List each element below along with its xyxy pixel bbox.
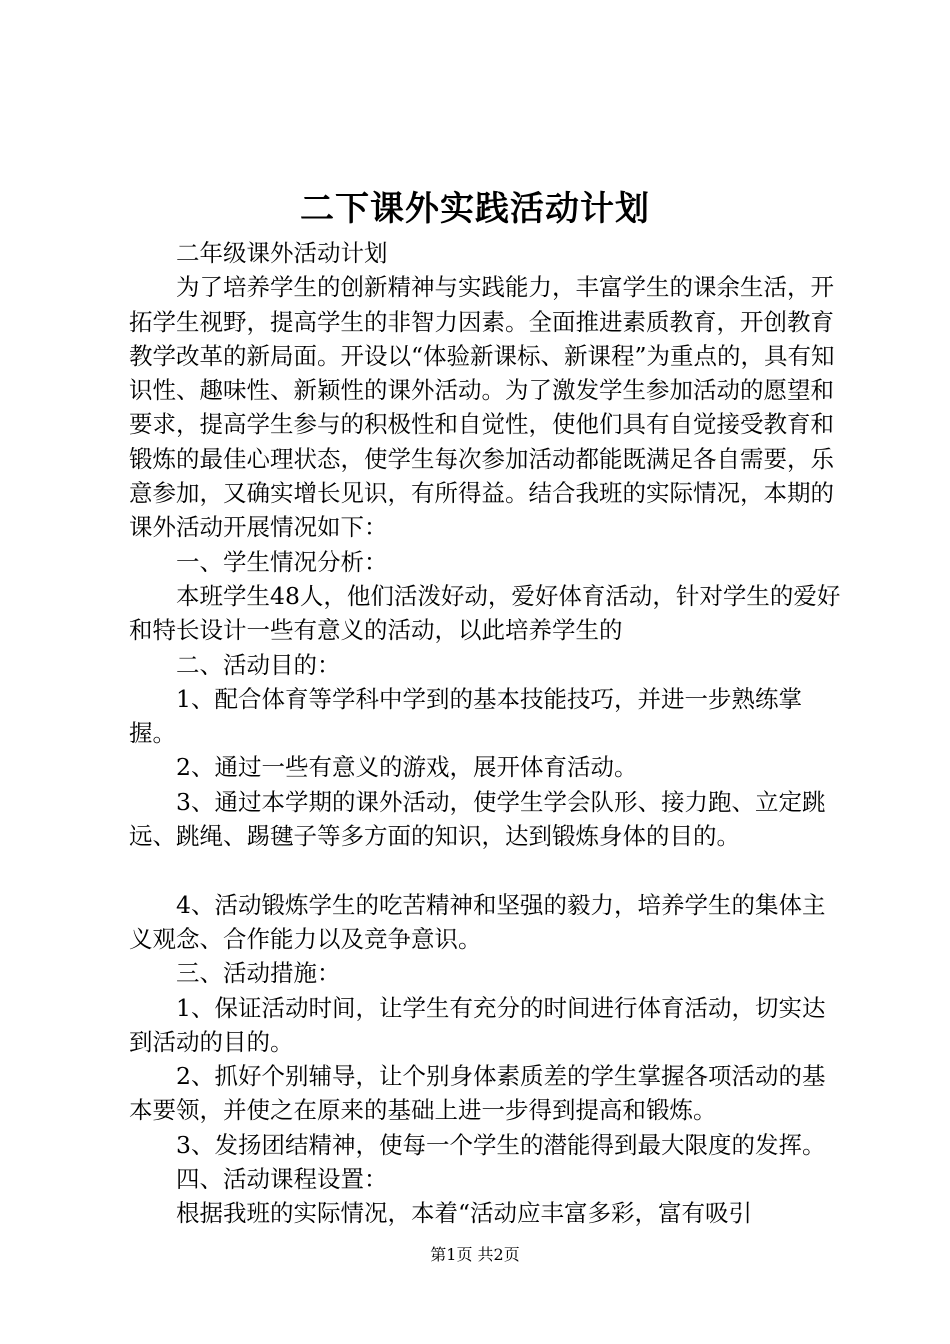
section-heading: 四、活动课程设置：	[176, 1165, 388, 1194]
list-item: 3、通过本学期的课外活动，使学生学会队形、接力跑、立定跳远、跳绳、踢毽子等多方面的知识，达到锻炼身体的目的。	[129, 787, 826, 851]
page-number-footer: 第1页 共2页	[430, 1245, 520, 1264]
section-heading: 一、学生情况分析：	[176, 547, 388, 576]
section-heading: 三、活动措施：	[176, 959, 341, 988]
section-heading: 二、活动目的：	[176, 650, 341, 679]
document-body	[129, 236, 841, 1231]
paragraph: 本班学生48人，他们活泼好动，爱好体育活动，针对学生的爱好和特长设计一些有意义的活动，以此培养学生的	[129, 581, 841, 645]
paragraph: 根据我班的实际情况，本着“活动应丰富多彩，富有吸引	[176, 1199, 753, 1228]
document-title: 二下课外实践活动计划	[300, 189, 650, 229]
paragraph: 二年级课外活动计划	[176, 239, 388, 267]
list-item: 4、活动锻炼学生的吃苦精神和坚强的毅力，培养学生的集体主义观念、合作能力以及竞争意识。	[129, 890, 826, 953]
list-item: 2、抓好个别辅导，让个别身体素质差的学生掌握各项活动的基本要领，并使之在原来的基础上进一步得到提高和锻炼。	[129, 1062, 826, 1125]
list-item: 3、发扬团结精神，使每一个学生的潜能得到最大限度的发挥。	[176, 1130, 826, 1159]
list-item: 1、保证活动时间，让学生有充分的时间进行体育活动，切实达到活动的目的。	[129, 993, 826, 1056]
paragraph: 为了培养学生的创新精神与实践能力，丰富学生的课余生活，开拓学生视野，提高学生的非智力因素。全面推进素质教育，开创教育教学改革的新局面。开设以“体验新课标、新课程”为重点的，具有知识性、趣味性、新颖性的课外活动。为了激发学生参加活动的愿望和要求，提高学生参与的积极性和自觉性，使他们具有自觉接受教育和锻炼的最佳心理状态，使学生每次参加活动都能既满足各自需要，乐意参加，又确实增长见识，有所得益。结合我班的实际情况，本期的课外活动开展情况如下：	[129, 273, 835, 542]
list-item: 2、通过一些有意义的游戏，展开体育活动。	[176, 753, 638, 782]
list-item: 1、配合体育等学科中学到的基本技能技巧，并进一步熟练掌握。	[129, 684, 802, 748]
